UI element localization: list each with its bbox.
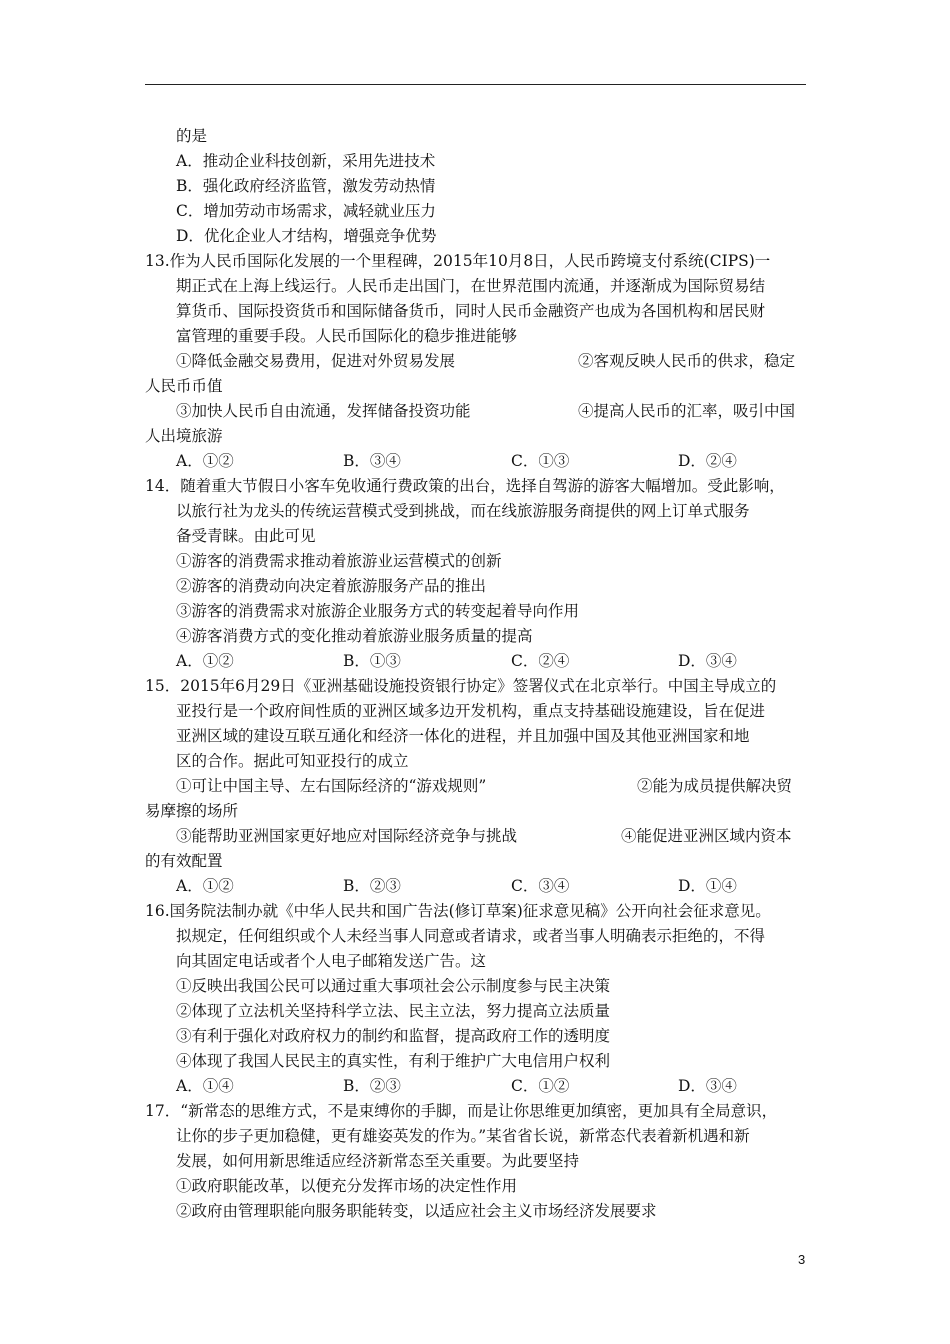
q15-stem-line: 亚洲区域的建设互联互通化和经济一体化的进程，并且加强中国及其他亚洲国家和地 <box>176 727 750 745</box>
q15-answer-b: B．②③ <box>343 877 401 895</box>
q17-statement-1: ①政府职能改革，以便充分发挥市场的决定性作用 <box>176 1177 518 1195</box>
q16-statement-2: ②体现了立法机关坚持科学立法、民主立法，努力提高立法质量 <box>176 1002 611 1020</box>
q14-answer-a: A．①② <box>176 652 234 670</box>
header-rule <box>145 84 806 85</box>
q15-answer-c: C．③④ <box>511 877 570 895</box>
q14-statement-4: ④游客消费方式的变化推动着旅游业服务质量的提高 <box>176 627 533 645</box>
q13-stem-line: 算货币、国际投资货币和国际储备货币，同时人民币金融资产也成为各国机构和居民财 <box>176 302 766 320</box>
q15-answer-a: A．①② <box>176 877 234 895</box>
q12-option-b: B．强化政府经济监管，激发劳动热情 <box>176 177 436 195</box>
q12-stem-tail: 的是 <box>176 127 208 145</box>
q14-statement-3: ③游客的消费需求对旅游企业服务方式的转变起着导向作用 <box>176 602 580 620</box>
q16-statement-3: ③有利于强化对政府权力的制约和监督，提高政府工作的透明度 <box>176 1027 611 1045</box>
q13-stem-line: 13.作为人民币国际化发展的一个里程碑，2015年10月8日，人民币跨境支付系统(CIPS)一 <box>145 252 771 270</box>
q13-statement-4: ④提高人民币的汇率，吸引中国 <box>578 402 796 420</box>
q14-answer-b: B．①③ <box>343 652 401 670</box>
q13-statement-2: ②客观反映人民币的供求，稳定 <box>578 352 796 370</box>
q12-option-c: C．增加劳动市场需求，减轻就业压力 <box>176 202 436 220</box>
q13-statement-2-cont: 人民币币值 <box>145 377 223 395</box>
q16-stem-line: 向其固定电话或者个人电子邮箱发送广告。这 <box>176 952 487 970</box>
q15-stem-line: 亚投行是一个政府间性质的亚洲区域多边开发机构，重点支持基础设施建设，旨在促进 <box>176 702 766 720</box>
q12-option-a: A．推动企业科技创新，采用先进技术 <box>176 152 436 170</box>
q14-statement-2: ②游客的消费动向决定着旅游服务产品的推出 <box>176 577 487 595</box>
q16-answer-d: D．③④ <box>678 1077 737 1095</box>
q16-stem-line: 拟规定，任何组织或个人未经当事人同意或者请求，或者当事人明确表示拒绝的，不得 <box>176 927 766 945</box>
q15-answer-d: D．①④ <box>678 877 737 895</box>
q13-answer-d: D．②④ <box>678 452 737 470</box>
q15-statement-4: ④能促进亚洲区域内资本 <box>621 827 792 845</box>
q15-stem-line: 区的合作。据此可知亚投行的成立 <box>176 752 409 770</box>
q14-stem-line: 备受青睐。由此可见 <box>176 527 316 545</box>
q15-stem-line: 15．2015年6月29日《亚洲基础设施投资银行协定》签署仪式在北京举行。中国主导成立的 <box>145 677 777 695</box>
q17-stem-line: 让你的步子更加稳健，更有雄姿英发的作为。”某省省长说，新常态代表着新机遇和新 <box>176 1127 750 1145</box>
q15-statement-3: ③能帮助亚洲国家更好地应对国际经济竞争与挑战 <box>176 827 518 845</box>
q13-answer-c: C．①③ <box>511 452 570 470</box>
q13-answer-a: A．①② <box>176 452 234 470</box>
q12-option-d: D．优化企业人才结构，增强竞争优势 <box>176 227 437 245</box>
q17-stem-line: 17．“新常态的思维方式，不是束缚你的手脚，而是让你思维更加缜密，更加具有全局意识， <box>145 1102 778 1120</box>
q14-answer-d: D．③④ <box>678 652 737 670</box>
q17-statement-2: ②政府由管理职能向服务职能转变，以适应社会主义市场经济发展要求 <box>176 1202 657 1220</box>
q13-statement-1: ①降低金融交易费用，促进对外贸易发展 <box>176 352 456 370</box>
q16-answer-b: B．②③ <box>343 1077 401 1095</box>
q13-statement-3: ③加快人民币自由流通，发挥储备投资功能 <box>176 402 471 420</box>
q13-answer-b: B．③④ <box>343 452 401 470</box>
q15-statement-2-cont: 易摩擦的场所 <box>145 802 239 820</box>
q16-statement-4: ④体现了我国人民民主的真实性，有利于维护广大电信用户权利 <box>176 1052 611 1070</box>
q14-stem-line: 14．随着重大节假日小客车免收通行费政策的出台，选择自驾游的游客大幅增加。受此影响， <box>145 477 785 495</box>
q16-stem-line: 16.国务院法制办就《中华人民共和国广告法(修订草案)征求意见稿》公开向社会征求意见。 <box>145 902 771 920</box>
q13-stem-line: 富管理的重要手段。人民币国际化的稳步推进能够 <box>176 327 518 345</box>
q15-statement-2: ②能为成员提供解决贸 <box>637 777 793 795</box>
q13-stem-line: 期正式在上海上线运行。人民币走出国门，在世界范围内流通，并逐渐成为国际贸易结 <box>176 277 766 295</box>
q16-answer-a: A．①④ <box>176 1077 234 1095</box>
q14-answer-c: C．②④ <box>511 652 570 670</box>
q14-stem-line: 以旅行社为龙头的传统运营模式受到挑战，而在线旅游服务商提供的网上订单式服务 <box>176 502 750 520</box>
q15-statement-4-cont: 的有效配置 <box>145 852 223 870</box>
q16-statement-1: ①反映出我国公民可以通过重大事项社会公示制度参与民主决策 <box>176 977 611 995</box>
q17-stem-line: 发展，如何用新思维适应经济新常态至关重要。为此要坚持 <box>176 1152 580 1170</box>
q16-answer-c: C．①② <box>511 1077 570 1095</box>
page-number: 3 <box>798 1252 806 1267</box>
q15-statement-1: ①可让中国主导、左右国际经济的“游戏规则” <box>176 777 487 795</box>
q13-statement-4-cont: 人出境旅游 <box>145 427 223 445</box>
q14-statement-1: ①游客的消费需求推动着旅游业运营模式的创新 <box>176 552 502 570</box>
